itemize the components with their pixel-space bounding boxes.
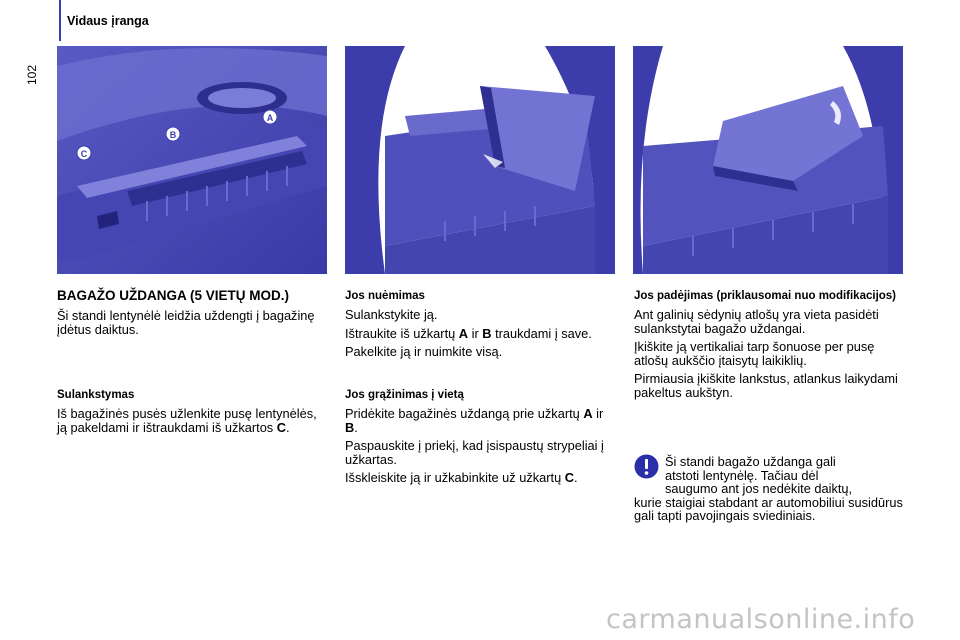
main-heading: BAGAŽO UŽDANGA (5 VIETŲ MOD.) [57, 288, 289, 303]
section-title: Vidaus įranga [67, 14, 149, 28]
intro-text: Ši standi lentynėlė leidžia uždengti į bagažinę įdėtus daiktus. [57, 308, 315, 337]
refit-step-1: Pridėkite bagažinės uždangą prie užkartų A ir B. [345, 406, 604, 435]
header-accent-bar [59, 0, 61, 41]
illustration-storage [633, 46, 903, 274]
callout-b: B [169, 130, 177, 140]
removal-step-1: Sulankstykite ją. [345, 307, 438, 322]
refit-step-2: Paspauskite į priekį, kad įsispaustų strypeliai į užkartas. [345, 438, 604, 467]
column-refit [345, 389, 607, 490]
watermark: carmanualsonline.info [606, 604, 916, 635]
illustration-removal [345, 46, 615, 274]
column-intro [57, 288, 327, 341]
illustration-folding [57, 46, 327, 274]
storage-heading: Jos padėjimas (priklausomai nuo modifikacijos) [634, 290, 897, 302]
column-removal [345, 290, 607, 364]
column-storage [634, 290, 904, 404]
removal-heading: Jos nuėmimas [345, 290, 425, 302]
page-number: 102 [25, 64, 40, 86]
removal-step-2: Ištraukite iš užkartų A ir B traukdami į save. [345, 325, 592, 341]
warning-text: Ši standi bagažo uždanga gali atstoti lentynėlę. Tačiau dėl saugumo ant jos nedėkite daiktų, kurie staigiai stabdant ar automobiliui susidūrus gali tapti pavojingais sviediniais. [634, 454, 903, 523]
storage-text-2: Įkiškite ją vertikaliai tarp šonuose per pusę atlošų aukščio įtaisytų laikiklių. [634, 339, 875, 368]
callout-c: C [80, 149, 88, 159]
folding-text: Iš bagažinės pusės užlenkite pusę lentynėlės, ją pakeldami ir ištraukdami iš užkartos C. [57, 406, 317, 435]
column-folding [57, 389, 327, 439]
removal-step-3: Pakelkite ją ir nuimkite visą. [345, 344, 503, 359]
refit-step-3: Išskleiskite ją ir užkabinkite už užkartų C. [345, 470, 578, 485]
storage-text-1: Ant galinių sėdynių atlošų yra vieta pasidėti sulankstytai bagažo uždangai. [634, 307, 879, 336]
callout-a: A [266, 113, 274, 123]
folding-heading: Sulankstymas [57, 389, 135, 401]
refit-heading: Jos grąžinimas į vietą [345, 389, 464, 401]
storage-text-3: Pirmiausia įkiškite lankstus, atlankus laikydami pakeltus aukštyn. [634, 371, 898, 400]
